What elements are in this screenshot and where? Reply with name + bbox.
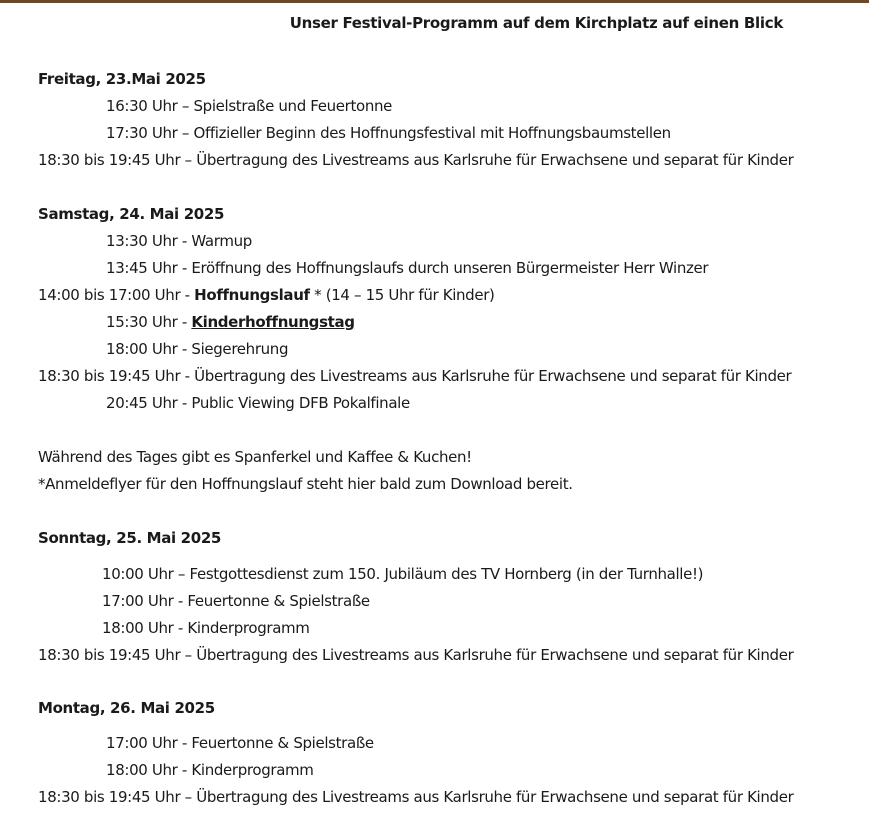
kinderhoffnungstag-link[interactable]: Kinderhoffnungstag <box>191 313 355 331</box>
item-detail: * (14 – 15 Uhr für Kinder) <box>309 286 495 304</box>
item-time: 15:30 Uhr - <box>106 313 192 331</box>
item-time: 14:00 bis 17:00 Uhr - <box>38 286 195 304</box>
schedule-item: 18:30 bis 19:45 Uhr – Übertragung des Livestreams aus Karlsruhe für Erwachsene und separat für Kinder <box>38 646 794 664</box>
schedule-item-hoffnungslauf <box>38 285 495 305</box>
schedule-item: 18:00 Uhr - Siegerehrung <box>106 340 289 358</box>
schedule-item: 16:30 Uhr – Spielstraße und Feuertonne <box>106 97 393 115</box>
schedule-item: 17:00 Uhr - Feuertonne & Spielstraße <box>102 592 370 610</box>
page-title: Unser Festival-Programm auf dem Kirchplatz auf einen Blick <box>289 14 783 32</box>
schedule-item: 18:00 Uhr - Kinderprogramm <box>102 619 310 637</box>
schedule-item: 18:30 bis 19:45 Uhr - Übertragung des Livestreams aus Karlsruhe für Erwachsene und separat für Kinder <box>38 367 792 385</box>
top-divider <box>0 0 869 3</box>
day-heading-sunday: Sonntag, 25. Mai 2025 <box>38 529 222 547</box>
note-food: Während des Tages gibt es Spanferkel und Kaffee & Kuchen! <box>38 448 472 466</box>
schedule-item-kinderhoffnungstag <box>106 312 355 332</box>
day-heading-friday: Freitag, 23.Mai 2025 <box>38 70 206 88</box>
day-heading-saturday: Samstag, 24. Mai 2025 <box>38 205 225 223</box>
schedule-item: 10:00 Uhr – Festgottesdienst zum 150. Jubiläum des TV Hornberg (in der Turnhalle!) <box>102 565 704 583</box>
schedule-item: 17:30 Uhr – Offizieller Beginn des Hoffnungsfestival mit Hoffnungsbaumstellen <box>106 124 671 142</box>
schedule-item: 17:00 Uhr - Feuertonne & Spielstraße <box>106 734 374 752</box>
schedule-item: 18:30 bis 19:45 Uhr – Übertragung des Livestreams aus Karlsruhe für Erwachsene und separat für Kinder <box>38 788 794 806</box>
hoffnungslauf-label: Hoffnungslauf <box>194 286 310 304</box>
schedule-item: 13:45 Uhr - Eröffnung des Hoffnungslaufs durch unseren Bürgermeister Herr Winzer <box>106 259 709 277</box>
day-heading-monday: Montag, 26. Mai 2025 <box>38 699 215 717</box>
schedule-item: 20:45 Uhr - Public Viewing DFB Pokalfinale <box>106 394 410 412</box>
schedule-item: 18:00 Uhr - Kinderprogramm <box>106 761 314 779</box>
schedule-item: 13:30 Uhr - Warmup <box>106 232 252 250</box>
note-flyer: *Anmeldeflyer für den Hoffnungslauf steht hier bald zum Download bereit. <box>38 475 573 493</box>
schedule-item: 18:30 bis 19:45 Uhr – Übertragung des Livestreams aus Karlsruhe für Erwachsene und separat für Kinder <box>38 151 794 169</box>
